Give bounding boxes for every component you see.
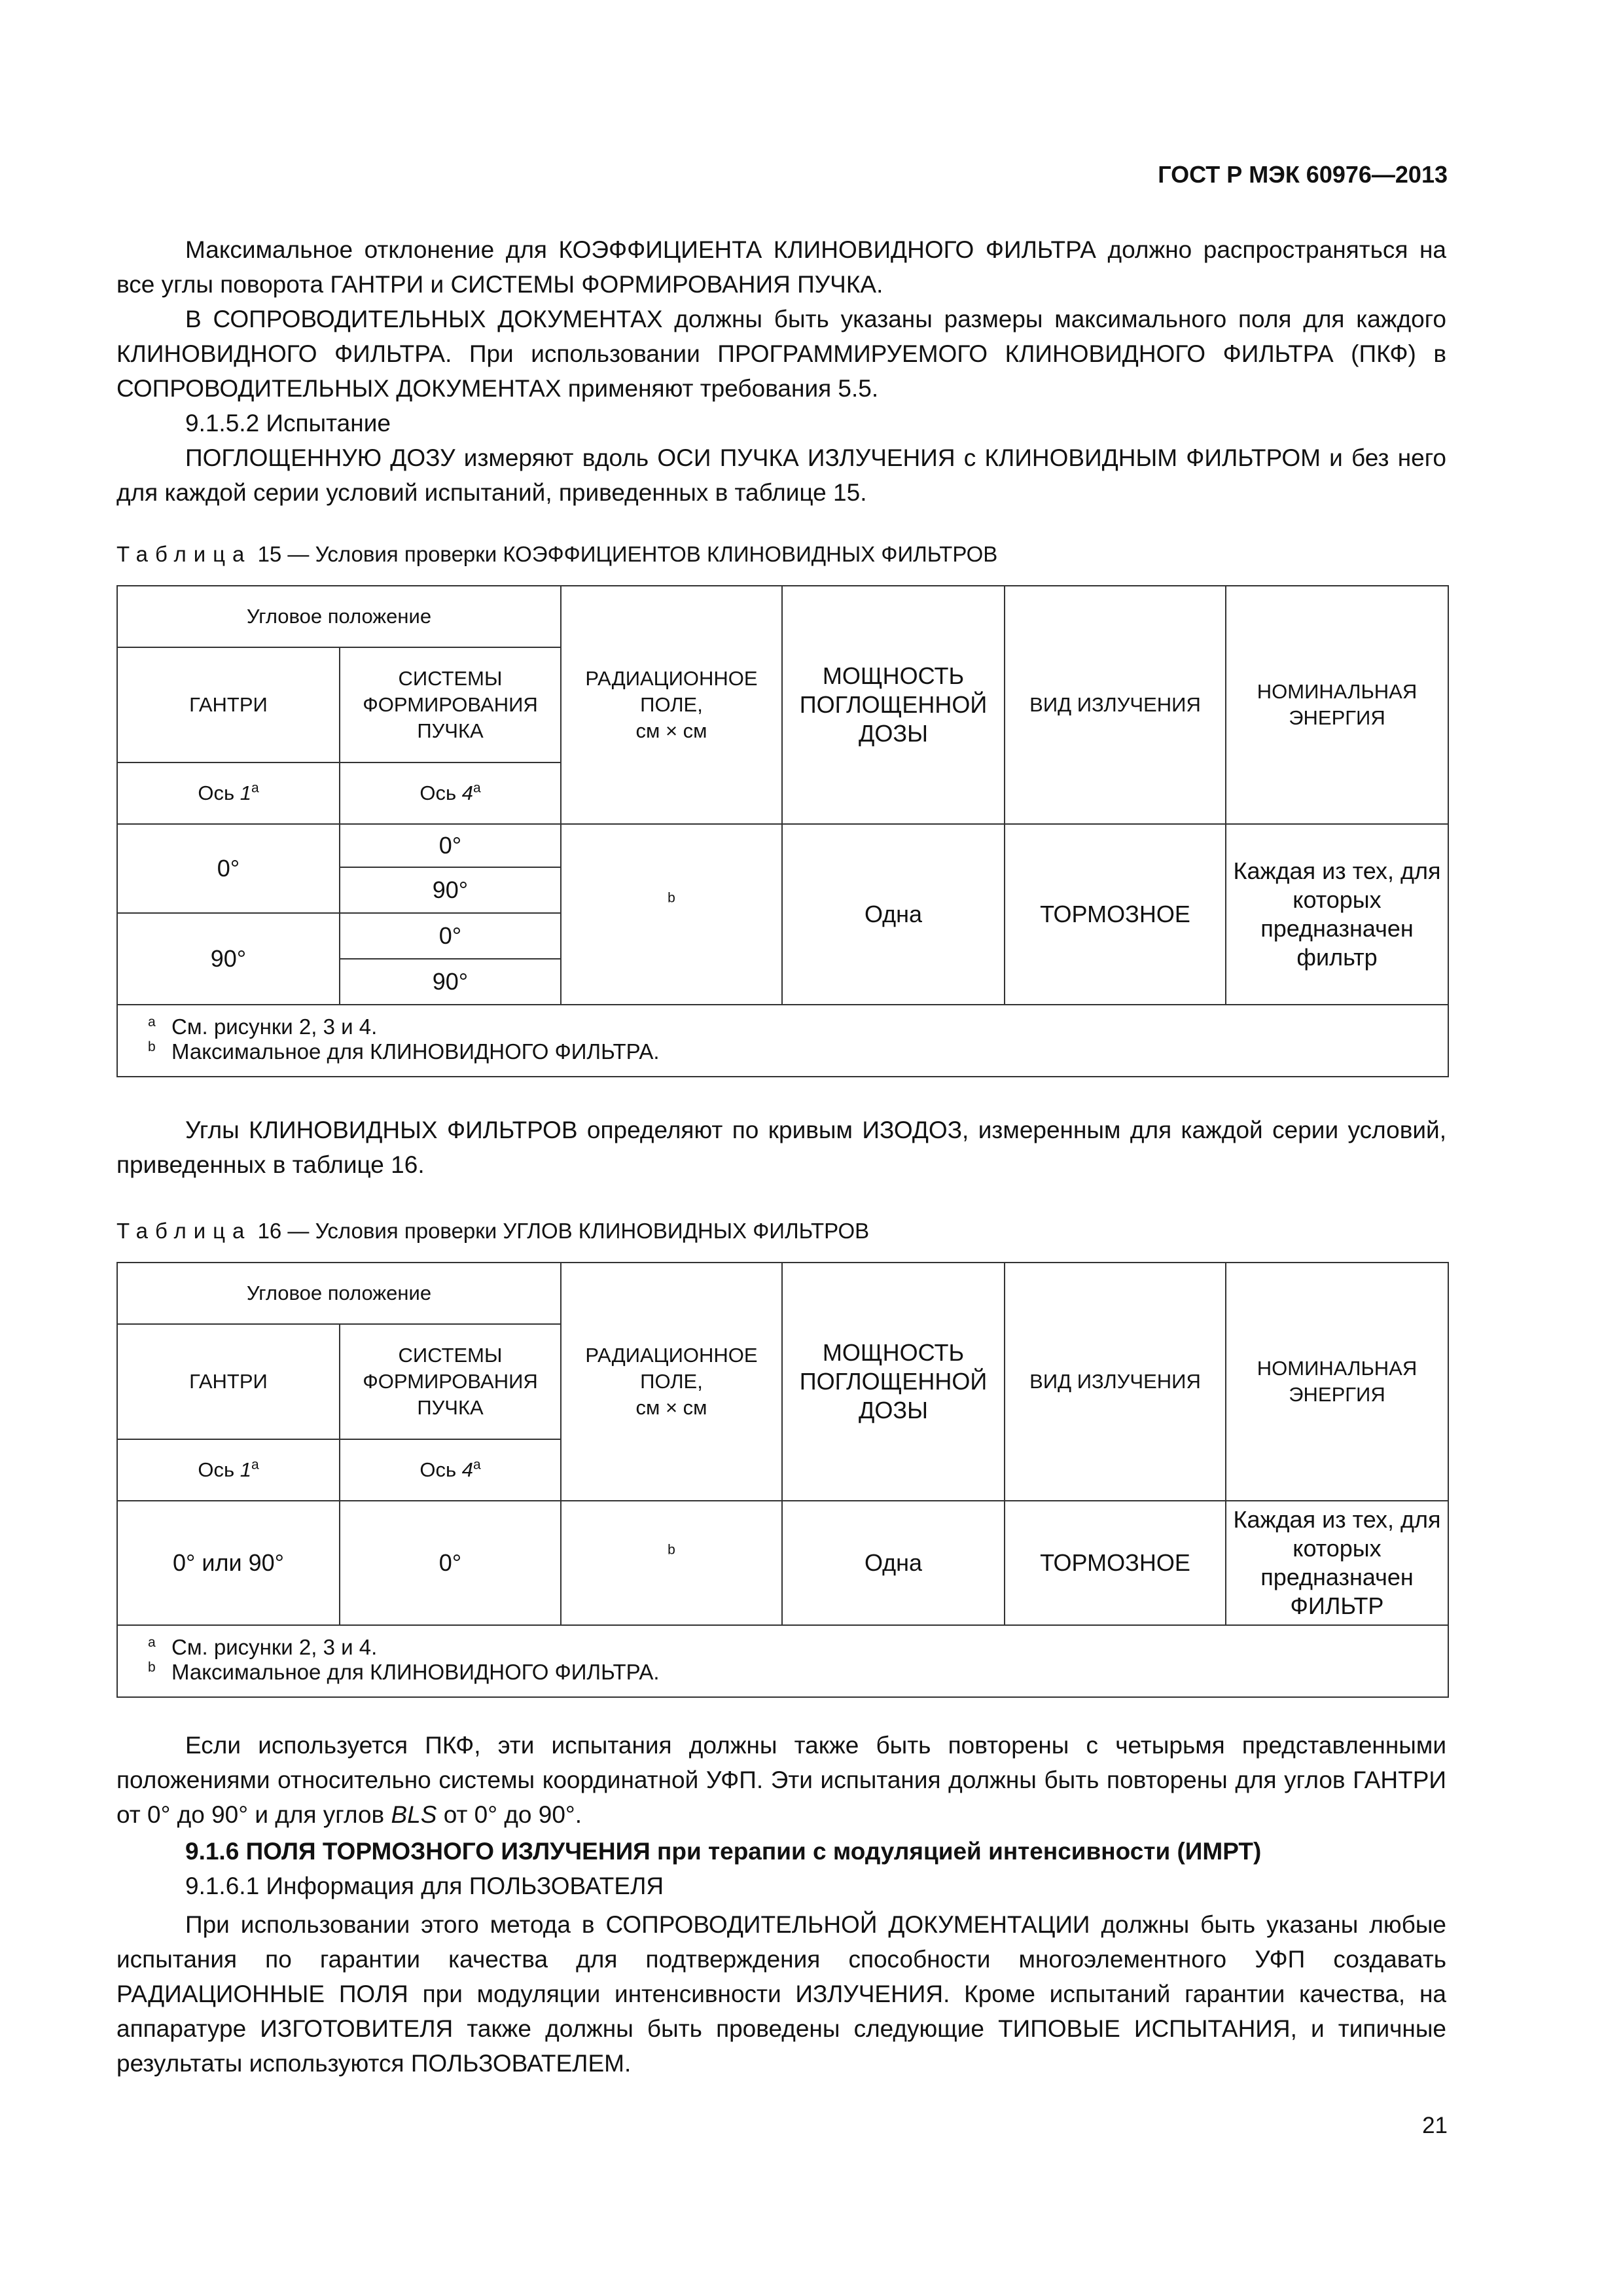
axis-label: Ось: [198, 781, 235, 804]
table-footnotes: [117, 1625, 1448, 1697]
footnote-ref-a: a: [251, 1457, 259, 1473]
footnote-a: [148, 1014, 1444, 1039]
header-nominal-energy: НОМИНАЛЬНАЯ ЭНЕРГИЯ: [1226, 1263, 1448, 1501]
footnote-ref-b: b: [668, 890, 675, 906]
header-gantry: ГАНТРИ: [117, 647, 340, 762]
header-radiation-type: ВИД ИЗЛУЧЕНИЯ: [1005, 586, 1226, 824]
pkf-text-end: от 0° до 90°.: [443, 1801, 582, 1828]
header-field: [561, 586, 782, 824]
pkf-text: Если используется ПКФ, эти испытания должны также быть повторены с четырьмя представленными положениями относительно системы координатной УФП. Эти испытания должны быть повторены для углов ГАНТРИ от 0° до 90° и для углов: [116, 1732, 1446, 1828]
footnote-mark-b: b: [148, 1660, 156, 1675]
header-angular-position: Угловое положение: [117, 586, 561, 647]
footnote-a-text: См. рисунки 2, 3 и 4.: [171, 1635, 378, 1659]
footnote-a-text: См. рисунки 2, 3 и 4.: [171, 1014, 378, 1039]
table-caption-word: Таблица: [116, 1219, 252, 1243]
axis-number: 1: [240, 1458, 251, 1481]
footnote-ref-a: a: [473, 1457, 481, 1473]
footnote-ref-a: a: [251, 780, 259, 796]
page-number: 21: [1422, 2113, 1448, 2138]
header-axis-1: [117, 1439, 340, 1501]
header-field-label: РАДИАЦИОННОЕ ПОЛЕ,: [585, 667, 758, 716]
header-axis-4: [340, 1439, 561, 1501]
header-field: [561, 1263, 782, 1501]
header-field-label: РАДИАЦИОННОЕ ПОЛЕ,: [585, 1344, 758, 1393]
table-caption-text: 15 — Условия проверки КОЭФФИЦИЕНТОВ КЛИНОВИДНЫХ ФИЛЬТРОВ: [257, 542, 998, 566]
table-caption-text: 16 — Условия проверки УГЛОВ КЛИНОВИДНЫХ ФИЛЬТРОВ: [257, 1219, 870, 1243]
header-axis-1: [117, 762, 340, 824]
table-16: [116, 1262, 1449, 1698]
header-angular-position: Угловое положение: [117, 1263, 561, 1324]
header-field-unit: см × см: [635, 719, 707, 742]
footnote-mark-a: a: [148, 1635, 156, 1650]
paragraph-imrt-info: При использовании этого метода в СОПРОВОДИТЕЛЬНОЙ ДОКУМЕНТАЦИИ должны быть указаны любые испытания по гарантии качества для подтверждения способности многоэлементного УФП создавать РАДИАЦИОННЫЕ ПОЛЯ при модуляции интенсивности ИЗЛУЧЕНИЯ. Кроме испытаний гарантии качества, на аппаратуре ИЗГОТОВИТЕЛЯ также должны быть проведены следующие ТИПОВЫЕ ИСПЫТАНИЯ, и типичные результаты используются ПОЛЬЗОВАТЕЛЕМ.: [116, 1911, 1446, 2077]
table-caption-word: Таблица: [116, 542, 252, 566]
header-beam-system: СИСТЕМЫ ФОРМИРОВАНИЯ ПУЧКА: [340, 647, 561, 762]
footnote-b-text: Максимальное для КЛИНОВИДНОГО ФИЛЬТРА.: [171, 1039, 660, 1064]
dose-rate-value: Одна: [782, 1501, 1005, 1625]
axis-label: Ось: [419, 1458, 457, 1481]
paragraph-accompanying-docs: В СОПРОВОДИТЕЛЬНЫХ ДОКУМЕНТАХ должны быть указаны размеры максимального поля для каждого КЛИНОВИДНОГО ФИЛЬТРА. При использовании ПРОГРАММИРУЕМОГО КЛИНОВИДНОГО ФИЛЬТРА (ПКФ) в СОПРОВОДИТЕЛЬНЫХ ДОКУМЕНТАХ применяют требования 5.5.: [116, 306, 1446, 402]
table-15: [116, 585, 1449, 1077]
energy-value: Каждая из тех, для которых предназначен фильтр: [1226, 824, 1448, 1005]
beam-angle-3: 0°: [340, 913, 561, 959]
header-beam-system: СИСТЕМЫ ФОРМИРОВАНИЯ ПУЧКА: [340, 1324, 561, 1439]
table-15-caption: [116, 542, 997, 567]
axis-number: 4: [461, 1458, 473, 1481]
table-footnotes: [117, 1005, 1448, 1077]
bls-term: BLS: [391, 1801, 437, 1828]
paragraph-pkf-repeat: [116, 1728, 1446, 1832]
header-axis-4: [340, 762, 561, 824]
footnote-mark-a: a: [148, 1014, 156, 1030]
gantry-90: 90°: [117, 913, 340, 1005]
table-16-caption: [116, 1219, 869, 1244]
subsection-test: 9.1.5.2 Испытание: [185, 410, 391, 437]
subsection-user-info: 9.1.6.1 Информация для ПОЛЬЗОВАТЕЛЯ: [185, 1873, 664, 1899]
energy-value: Каждая из тех, для которых предназначен ФИЛЬТР: [1226, 1501, 1448, 1625]
header-dose-rate: МОЩНОСТЬ ПОГЛОЩЕННОЙ ДОЗЫ: [782, 1263, 1005, 1501]
field-cell: [561, 824, 782, 1005]
gantry-value: 0° или 90°: [117, 1501, 340, 1625]
radiation-type-value: ТОРМОЗНОЕ: [1005, 1501, 1226, 1625]
header-radiation-type: ВИД ИЗЛУЧЕНИЯ: [1005, 1263, 1226, 1501]
paragraph-wedge-angles: Углы КЛИНОВИДНЫХ ФИЛЬТРОВ определяют по кривым ИЗОДОЗ, измеренным для каждой серии условий, приведенных в таблице 16.: [116, 1117, 1446, 1178]
footnote-mark-b: b: [148, 1039, 156, 1054]
gantry-0: 0°: [117, 824, 340, 913]
standard-number: ГОСТ Р МЭК 60976—2013: [1158, 161, 1448, 188]
beam-angle-2: 90°: [340, 867, 561, 913]
axis-label: Ось: [419, 781, 457, 804]
dose-rate-value: Одна: [782, 824, 1005, 1005]
footnote-b: [148, 1660, 1444, 1685]
axis-number: 1: [240, 781, 251, 804]
section-heading-916: 9.1.6 ПОЛЯ ТОРМОЗНОГО ИЗЛУЧЕНИЯ при терапии с модуляцией интенсивности (ИМРТ): [185, 1838, 1262, 1865]
beam-angle-4: 90°: [340, 959, 561, 1005]
header-gantry: ГАНТРИ: [117, 1324, 340, 1439]
field-cell: [561, 1501, 782, 1625]
footnote-ref-a: a: [473, 780, 481, 796]
axis-number: 4: [461, 781, 473, 804]
footnote-b-text: Максимальное для КЛИНОВИДНОГО ФИЛЬТРА.: [171, 1660, 660, 1684]
header-field-unit: см × см: [635, 1396, 707, 1419]
footnote-a: [148, 1635, 1444, 1660]
paragraph-dose-measure: ПОГЛОЩЕННУЮ ДОЗУ измеряют вдоль ОСИ ПУЧКА ИЗЛУЧЕНИЯ с КЛИНОВИДНЫМ ФИЛЬТРОМ и без него для каждой серии условий испытаний, приведенных в таблице 15.: [116, 444, 1446, 506]
beam-angle-value: 0°: [340, 1501, 561, 1625]
paragraph-wedge-deviation: Максимальное отклонение для КОЭФФИЦИЕНТА КЛИНОВИДНОГО ФИЛЬТРА должно распространяться на все углы поворота ГАНТРИ и СИСТЕМЫ ФОРМИРОВАНИЯ ПУЧКА.: [116, 236, 1446, 298]
header-nominal-energy: НОМИНАЛЬНАЯ ЭНЕРГИЯ: [1226, 586, 1448, 824]
beam-angle-1: 0°: [340, 824, 561, 867]
footnote-ref-b: b: [668, 1542, 675, 1558]
axis-label: Ось: [198, 1458, 235, 1481]
radiation-type-value: ТОРМОЗНОЕ: [1005, 824, 1226, 1005]
header-dose-rate: МОЩНОСТЬ ПОГЛОЩЕННОЙ ДОЗЫ: [782, 586, 1005, 824]
footnote-b: [148, 1039, 1444, 1064]
